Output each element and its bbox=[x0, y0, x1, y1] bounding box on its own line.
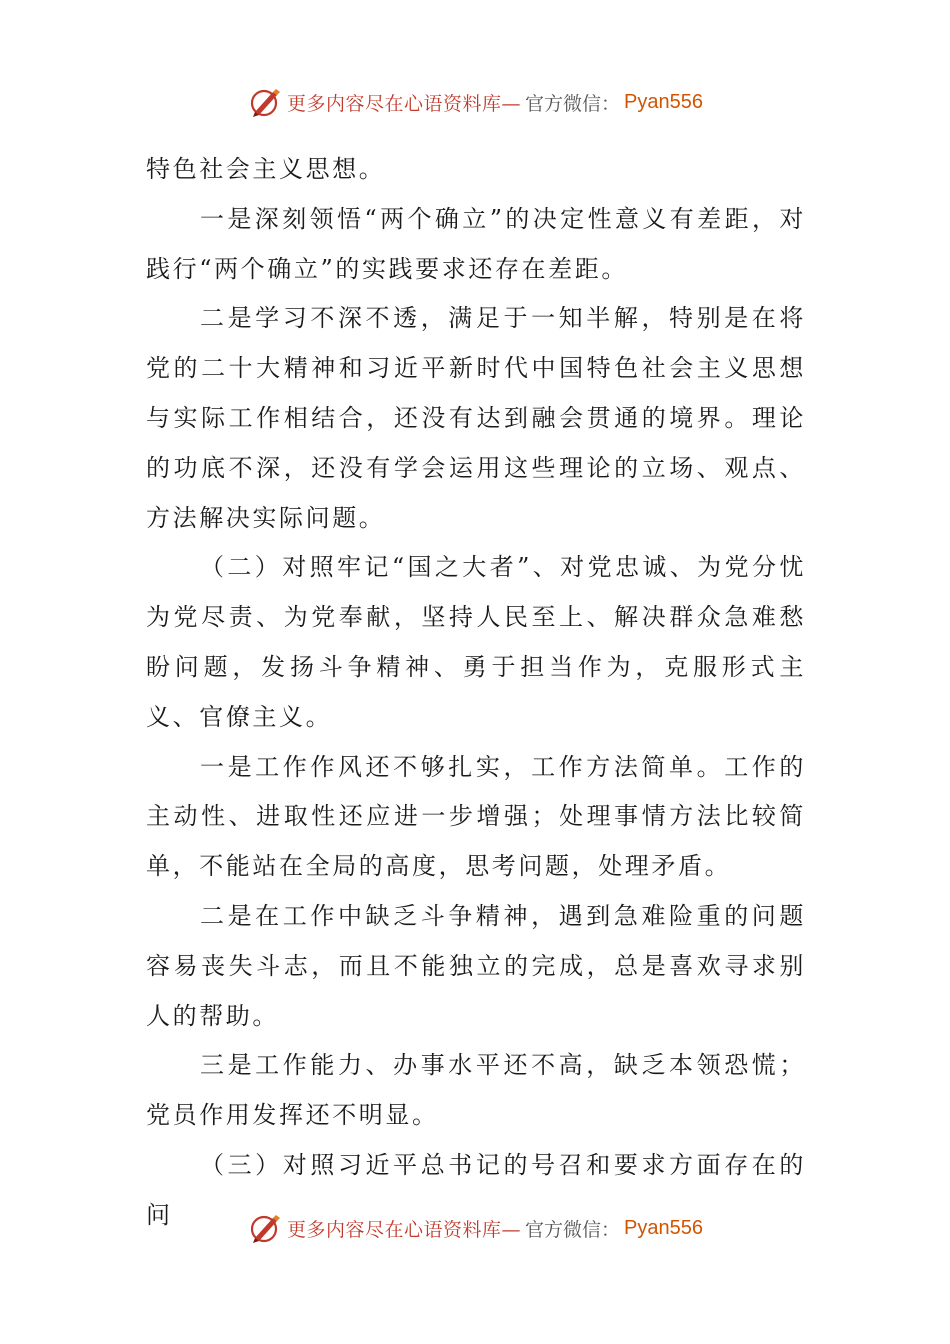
header-banner-wechat-label: 官方微信： bbox=[525, 92, 621, 115]
footer-banner-text: 更多内容尽在心语资料库— bbox=[287, 1218, 522, 1241]
paragraph-1: 特色社会主义思想。 bbox=[146, 155, 386, 183]
footer-banner bbox=[247, 1210, 703, 1246]
paragraph-4: 一是工作作风还不够扎实，工作方法简单。工作的主动性、进取性还应进一步增强；处理事情方法比较简单，不能站在全局的高度，思考问题，处理矛盾。 bbox=[146, 752, 806, 881]
pen-logo-icon bbox=[247, 84, 283, 120]
page-footer bbox=[0, 1208, 950, 1248]
section-heading-3: （三）对照习近平总书记的号召和要求方面存在的问 bbox=[146, 1150, 806, 1229]
paragraph-5: 二是在工作中缺乏斗争精神，遇到急难险重的问题容易丧失斗志，而且不能独立的完成，总是喜欢寻求别人的帮助。 bbox=[146, 901, 806, 1030]
footer-banner-wechat-id: Pyan556 bbox=[624, 1216, 703, 1239]
document-body bbox=[146, 145, 806, 1241]
paragraph-2: 一是深刻领悟“两个确立”的决定性意义有差距，对践行“两个确立”的实践要求还存在差距。 bbox=[146, 204, 806, 283]
pen-logo-icon bbox=[247, 1210, 283, 1246]
header-banner-text: 更多内容尽在心语资料库— bbox=[287, 92, 522, 115]
header-banner-wechat-id: Pyan556 bbox=[624, 90, 703, 113]
header-banner bbox=[247, 84, 703, 120]
paragraph-6: 三是工作能力、办事水平还不高，缺乏本领恐慌；党员作用发挥还不明显。 bbox=[146, 1051, 806, 1130]
paragraph-3: 二是学习不深不透，满足于一知半解，特别是在将党的二十大精神和习近平新时代中国特色社会主义思想与实际工作相结合，还没有达到融会贯通的境界。理论的功底不深，还没有学会运用这些理论的立场、观点、方法解决实际问题。 bbox=[146, 304, 806, 532]
footer-banner-wechat-label: 官方微信： bbox=[525, 1218, 621, 1241]
section-heading-2: （二）对照牢记“国之大者”、对党忠诚、为党分忧为党尽责、为党奉献，坚持人民至上、解决群众急难愁盼问题，发扬斗争精神、勇于担当作为，克服形式主义、官僚主义。 bbox=[146, 553, 806, 731]
page-header bbox=[0, 82, 950, 122]
